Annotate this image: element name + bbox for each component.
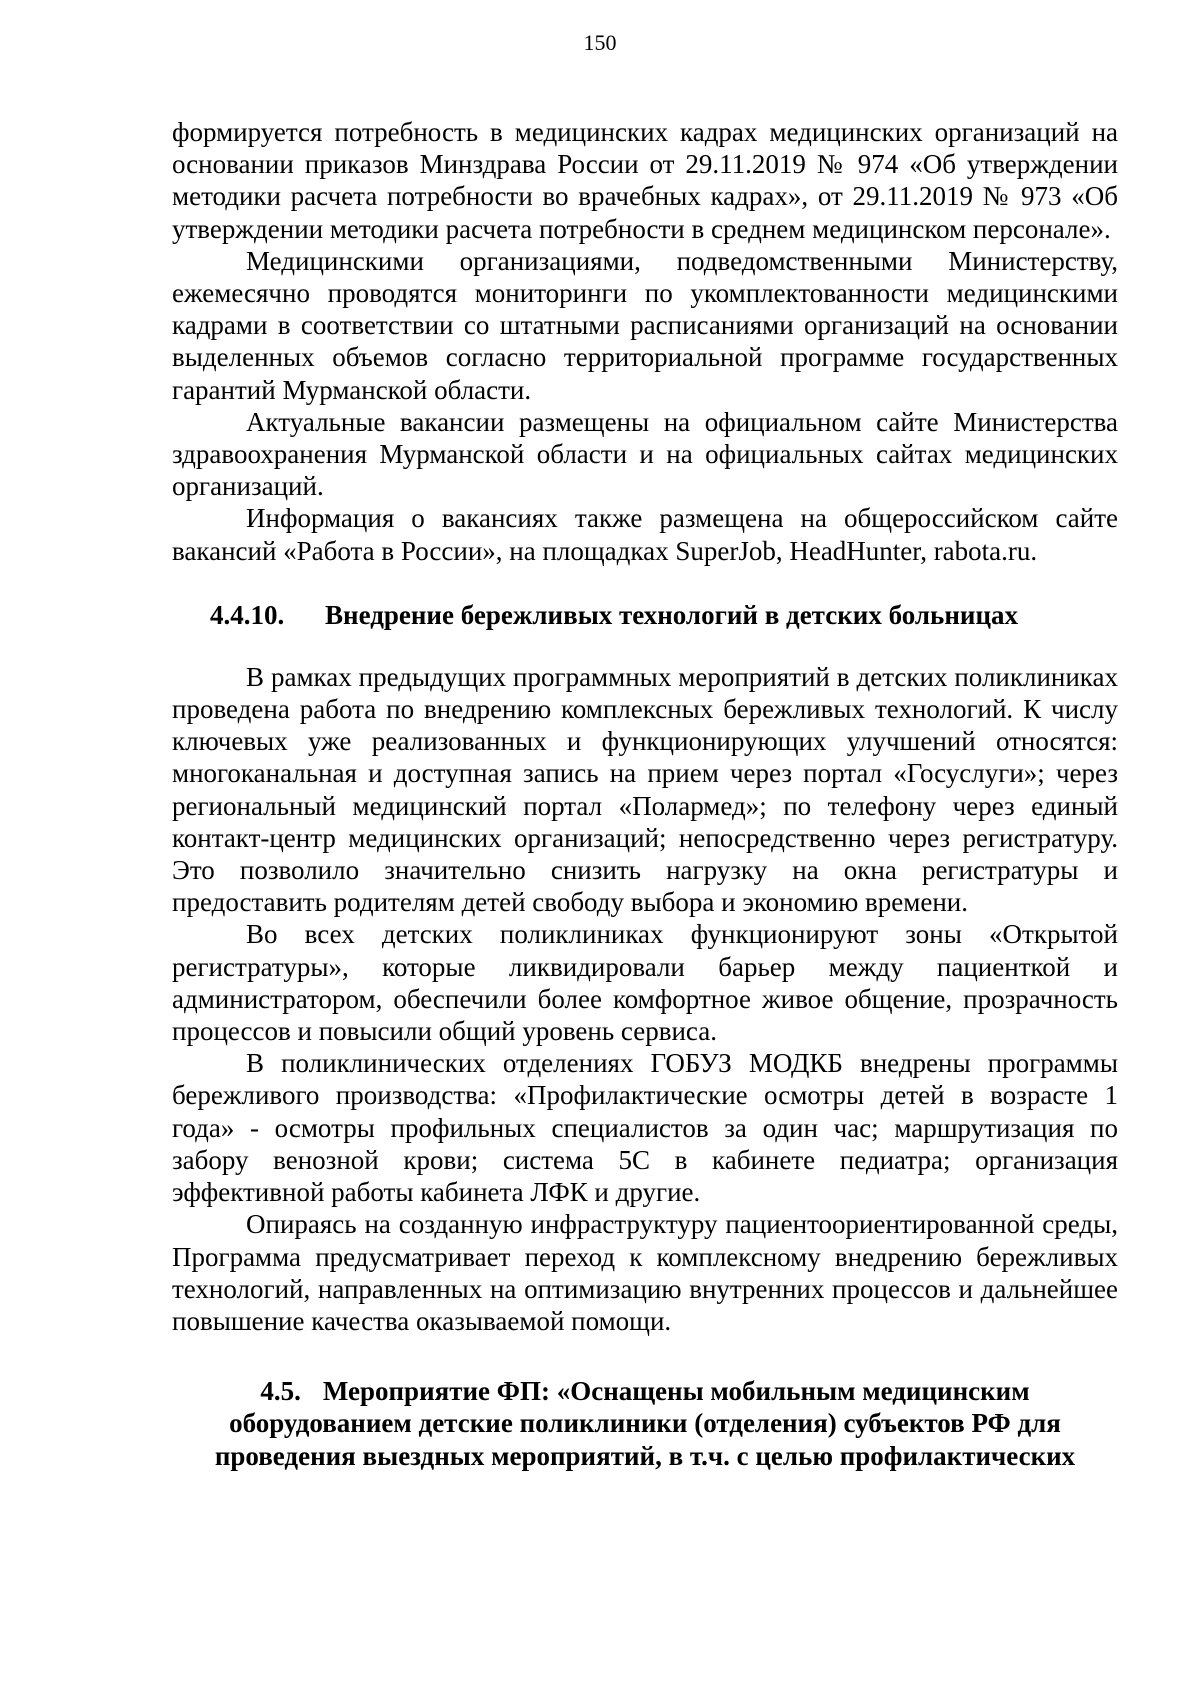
paragraph-open-registry: Во всех детских поликлиниках функционируют зоны «Открытой регистратуры», которые ликвидировали барьер между пациенткой и администратором, обеспечили более комфортное живое общение, прозрачность процессов и повысили общий уровень сервиса. [172,919,1118,1047]
paragraph-monitoring: Медицинскими организациями, подведомственными Министерству, ежемесячно проводятся мониторинги по укомплектованности медицинскими кадрами в соответствии со штатными расписаниями организаций на основании выделенных объемов согласно территориальной программе государственных гарантий Мурманской области. [172,245,1118,405]
paragraph-lean-previous: В рамках предыдущих программных мероприятий в детских поликлиниках проведена работа по внедрению комплексных бережливых технологий. К числу ключевых уже реализованных и функционирующих улучшений относятся: многоканальная и доступная запись на прием через портал «Госуслуги»; через региональный медицинский портал «Полармед»; по телефону через единый контакт-центр медицинских организаций; непосредственно через регистратуру. Это позволило значительно снизить нагрузку на окна регистратуры и предоставить родителям детей свободу выбора и экономию времени. [172,661,1118,918]
paragraph-program-transition: Опираясь на созданную инфраструктуру пациентоориентированной среды, Программа предусматривает переход к комплексному внедрению бережливых технологий, направленных на оптимизацию внутренних процессов и дальнейшее повышение качества оказываемой помощи. [172,1209,1118,1336]
paragraph-modkb-programs: В поликлинических отделениях ГОБУЗ МОДКБ внедрены программы бережливого производства: «Профилактические осмотры детей в возрасте 1 года» - осмотры профильных специалистов за один час; маршрутизация по забору венозной крови; система 5С в кабинете педиатра; организация эффективной работы кабинета ЛФК и другие. [172,1048,1118,1208]
section-title-4-5: Мероприятие ФП: «Оснащены мобильным медицинским оборудованием детские поликлиники (отделения) субъектов РФ для проведения выездных мероприятий, в т.ч. с целью профилактических [214,1376,1076,1471]
section-number-4-5: 4.5. [260,1376,301,1407]
document-body [172,116,1118,1472]
paragraph-vacancies-portals: Информация о вакансиях также размещена на общероссийском сайте вакансий «Работа в России», на площадках SuperJob, HeadHunter, rabota.ru. [172,503,1118,566]
page-number: 150 [583,30,617,55]
paragraph-staffing-needs: формируется потребность в медицинских кадрах медицинских организаций на основании приказов Минздрава России от 29.11.2019 № 974 «Об утверждении методики расчета потребности во врачебных кадрах», от 29.11.2019 № 973 «Об утверждении методики расчета потребности в среднем медицинском персонале». [172,117,1118,244]
paragraph-vacancies-sites: Актуальные вакансии размещены на официальном сайте Министерства здравоохранения Мурманской области и на официальных сайтах медицинских организаций. [172,406,1118,502]
section-number-4-4-10: 4.4.10. [210,599,285,630]
section-title-4-4-10: Внедрение бережливых технологий в детских больницах [325,599,1018,630]
section-heading-4-4-10 [172,599,1118,631]
section-heading-4-5 [172,1375,1118,1472]
